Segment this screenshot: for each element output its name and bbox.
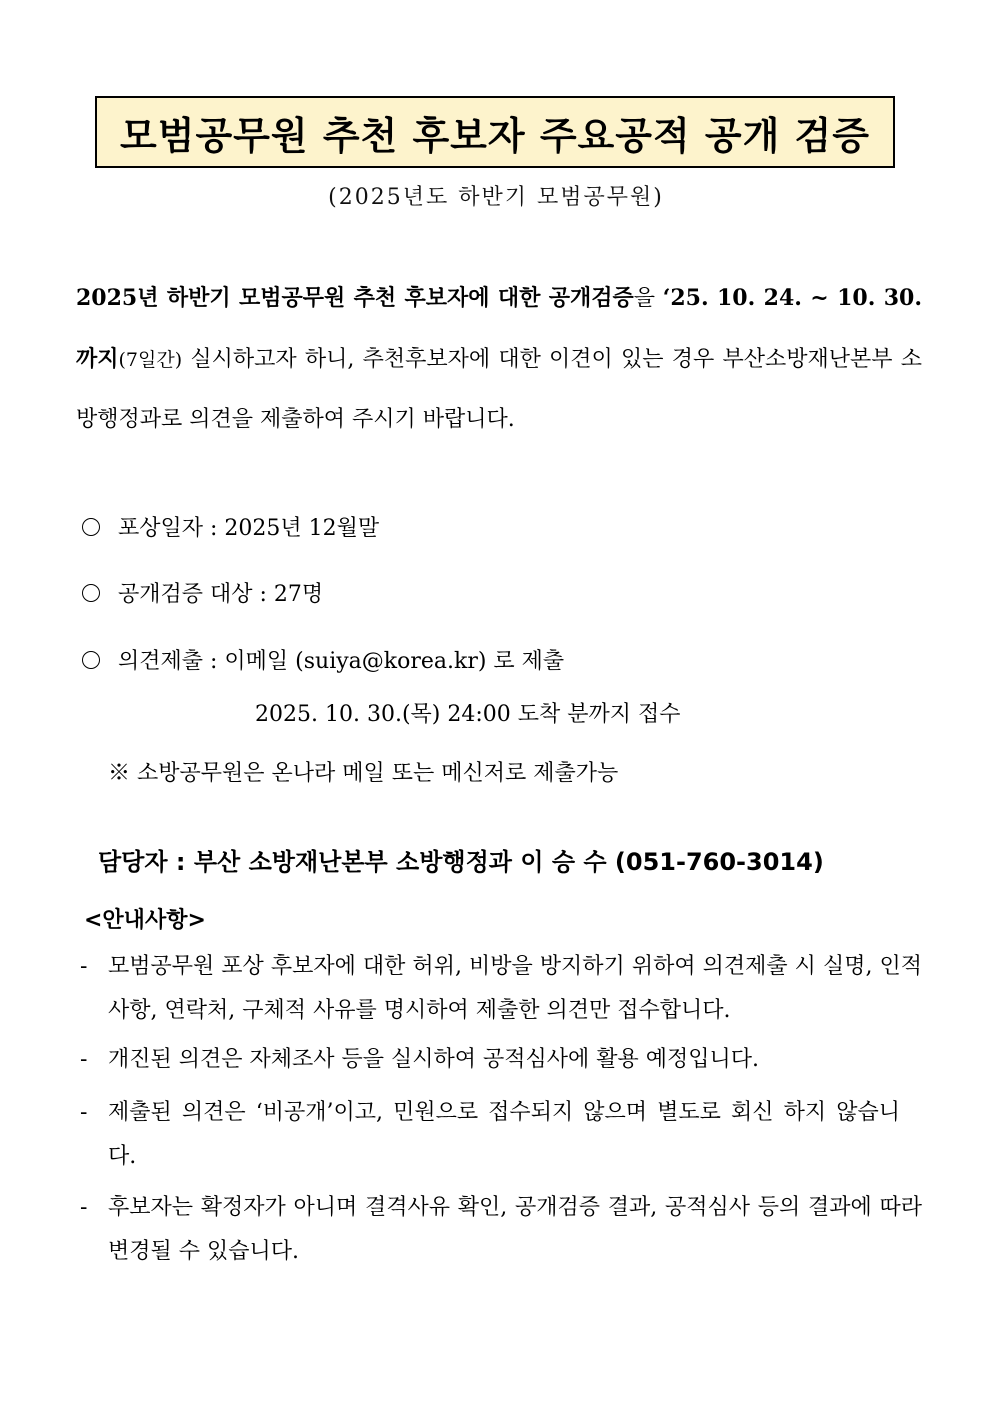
guide-title: <안내사항>: [84, 908, 206, 933]
intro-text-particle: 을: [633, 286, 663, 311]
guide-item: [80, 1091, 900, 1179]
guide-item: [80, 1038, 922, 1082]
intro-bold-subject: 2025년 하반기 모범공무원 추천 후보자에 대한 공개검증: [76, 285, 634, 311]
page-title: 모범공무원 추천 후보자 주요공적 공개 검증: [120, 113, 870, 158]
list-item-award-date: [82, 511, 379, 542]
submission-deadline: 2025. 10. 30.(목) 24:00 도착 분까지 접수: [255, 702, 681, 727]
title-box: [95, 96, 895, 168]
dash-bullet: -: [80, 954, 88, 979]
dash-bullet: -: [80, 1100, 88, 1125]
intro-bold-period: ‘25. 10. 24. ~ 10. 30.까지: [76, 285, 923, 372]
guide-item-text: 개진된 의견은 자체조사 등을 실시하여 공적심사에 활용 예정입니다.: [108, 1047, 760, 1072]
circle-bullet-icon: [82, 651, 100, 669]
dash-bullet: -: [80, 1047, 88, 1072]
circle-bullet-icon: [82, 518, 100, 536]
contact-info: 담당자 : 부산 소방재난본부 소방행정과 이 승 수 (051-760-3014): [98, 848, 824, 876]
page-subtitle: (2025년도 하반기 모범공무원): [328, 185, 664, 210]
guide-item-text: 후보자는 확정자가 아니며 결격사유 확인, 공개검증 결과, 공적심사 등의 결과에 따라 변경될 수 있습니다.: [108, 1195, 922, 1264]
guide-item: [80, 1186, 922, 1274]
circle-bullet-icon: [82, 584, 100, 602]
list-item-target-count: [82, 577, 323, 608]
guide-item: [80, 945, 922, 1033]
list-item-label: 의견제출 : 이메일 (suiya@korea.kr) 로 제출: [118, 649, 565, 674]
dash-bullet: -: [80, 1195, 88, 1220]
guide-item-text: 제출된 의견은 ‘비공개’이고, 민원으로 접수되지 않으며 별도로 회신 하지 않습니다.: [108, 1100, 901, 1169]
intro-text-body: 실시하고자 하니, 추천후보자에 대한 이견이 있는 경우 부산소방재난본부 소방행정과로 의견을 제출하여 주시기 바랍니다.: [76, 347, 922, 432]
list-item-label: 포상일자 : 2025년 12월말: [118, 516, 380, 541]
submission-note: ※ 소방공무원은 온나라 메일 또는 메신저로 제출가능: [108, 761, 619, 786]
intro-duration: (7일간): [118, 349, 183, 371]
list-item-label: 공개검증 대상 : 27명: [118, 582, 324, 607]
guide-item-text: 모범공무원 포상 후보자에 대한 허위, 비방을 방지하기 위하여 의견제출 시 실명, 인적사항, 연락처, 구체적 사유를 명시하여 제출한 의견만 접수합니다.: [108, 954, 922, 1023]
list-item-submission: [82, 644, 564, 675]
intro-paragraph: [76, 268, 922, 450]
